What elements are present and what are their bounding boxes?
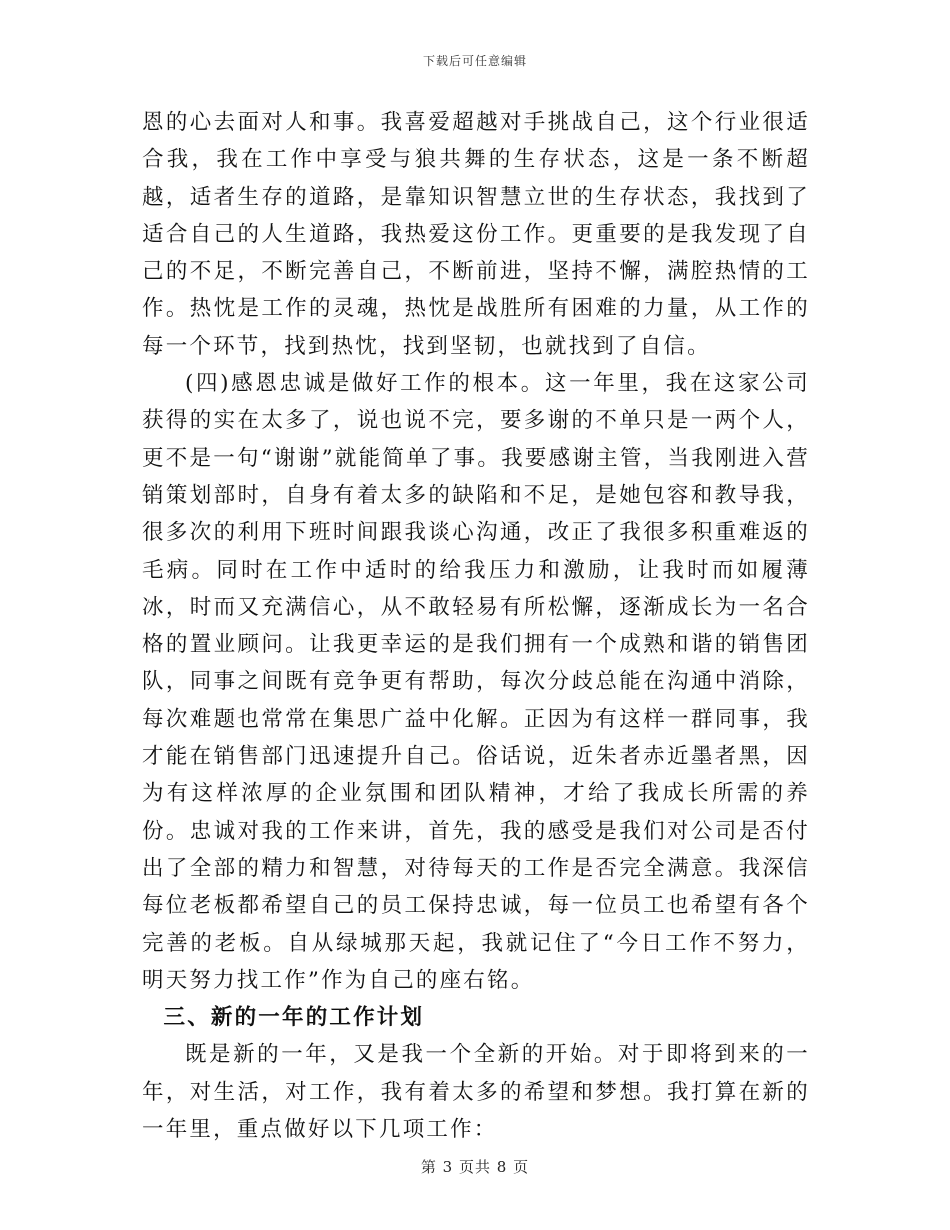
page-header: 下载后可任意编辑 — [422, 54, 527, 68]
section-heading: 三、新的一年的工作计划 — [163, 1005, 425, 1031]
document-body — [142, 104, 810, 1148]
page-number: 第 3 页共 8 页 — [420, 1158, 530, 1176]
paragraph-continuation: 恩的心去面对人和事。我喜爱超越对手挑战自己，这个行业很适合我，我在工作中享受与狼共舞的生存状态，这是一条不断超越，适者生存的道路，是靠知识智慧立世的生存状态，我找到了适合自己的人生道路，我热爱这份工作。更重要的是我发现了自己的不足，不断完善自己，不断前进，坚持不懈，满腔热情的工作。热忱是工作的灵魂，热忱是战胜所有困难的力量，从工作的每一个环节，找到热忱，找到坚韧，也就找到了自信。 — [142, 110, 810, 359]
paragraph-gratitude-loyalty: (四)感恩忠诚是做好工作的根本。这一年里，我在这家公司获得的实在太多了，说也说不完，要多谢的不单只是一两个人，更不是一句“谢谢”就能简单了事。我要感谢主管，当我刚进入营销策划部时，自身有着太多的缺陷和不足，是她包容和教导我，很多次的利用下班时间跟我谈心沟通，改正了我很多积重难返的毛病。同时在工作中适时的给我压力和激励，让我时而如履薄冰，时而又充满信心，从不敢轻易有所松懈，逐渐成长为一名合格的置业顾问。让我更幸运的是我们拥有一个成熟和谐的销售团队，同事之间既有竞争更有帮助，每次分歧总能在沟通中消除，每次难题也常常在集思广益中化解。正因为有这样一群同事，我才能在销售部门迅速提升自己。俗话说，近朱者赤近墨者黑，因为有这样浓厚的企业氛围和团队精神，才给了我成长所需的养份。忠诚对我的工作来讲，首先，我的感受是我们对公司是否付出了全部的精力和智慧，对待每天的工作是否完全满意。我深信每位老板都希望自己的员工保持忠诚，每一位员工也希望有各个完善的老板。自从绿城那天起，我就记住了“今日工作不努力，明天努力找工作”作为自己的座右铭。 — [142, 371, 810, 993]
paragraph-new-year-plan: 既是新的一年，又是我一个全新的开始。对于即将到来的一年，对生活，对工作，我有着太多的希望和梦想。我打算在新的一年里，重点做好以下几项工作： — [142, 1042, 810, 1143]
